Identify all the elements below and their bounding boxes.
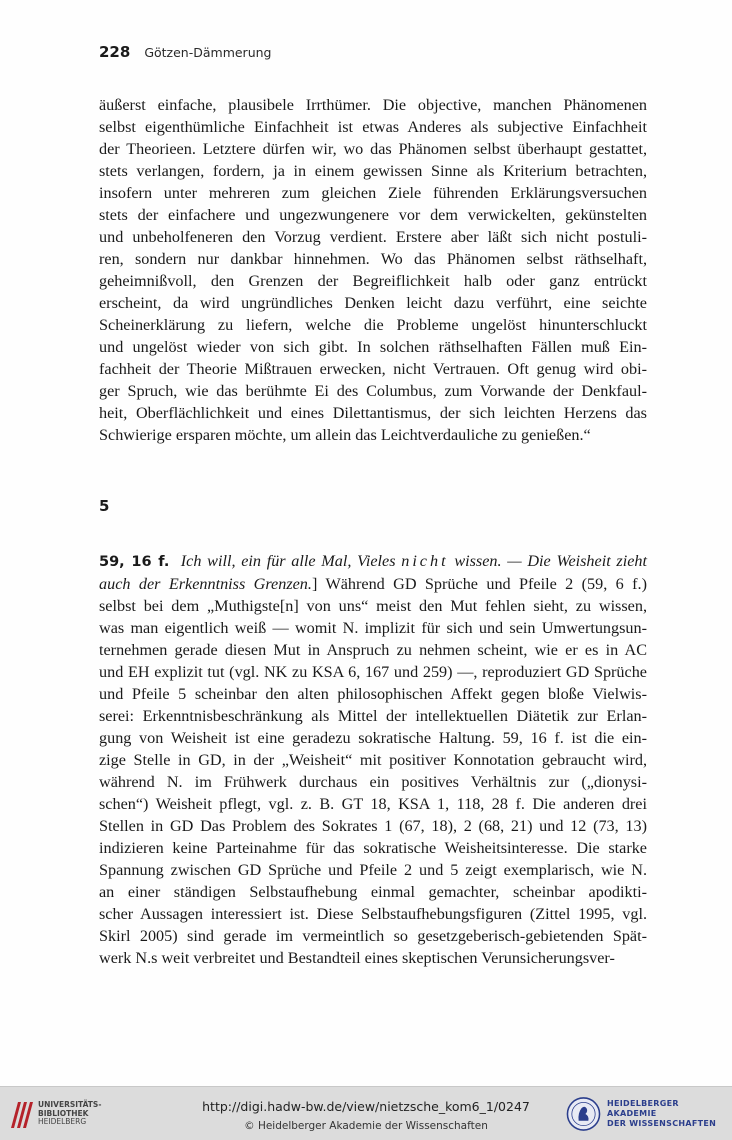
text-line: während N. im Frühwerk durchaus ein positives Verhältnis zur („dionysi-	[99, 773, 647, 791]
text-line: erscheint, da wird ungründliches Denken leicht dazu verführt, eine seichte	[99, 294, 647, 312]
text-line: und ungelöst wieder von sich gibt. In solchen räthselhaften Fällen muß Ein-	[99, 338, 647, 356]
text-line: stets verlangen, fordern, ja in einem gewissen Sinne als Kriterium betrachten,	[99, 162, 647, 180]
text-line: selbst bei dem „Muthigste[n] von uns“ meist den Mut fehlen sieht, zu wissen,	[99, 597, 647, 615]
text-line: Skirl 2005) sind gerade im vermeintlich so gesetzgeberisch-gebietenden Spät-	[99, 927, 647, 945]
section-number: 5	[99, 497, 110, 515]
text-line: gung von Weisheit ist eine geradezu sokratische Haltung. 59, 16 f. ist die ein-	[99, 729, 647, 747]
text-line: indizieren keine Parteinahme für das sokratische Weisheitsinteresse. Die starke	[99, 839, 647, 857]
source-url-link[interactable]: http://digi.hadw-bw.de/view/nietzsche_kom6_1/0247	[202, 1099, 530, 1114]
text-line: Schwierige ersparen möchte, um allein das Leichtverdauliche zu genießen.“	[99, 426, 591, 444]
text-line: ren, sondern nur dankbar hinnehmen. Wo das Phänomen selbst räthselhaft,	[99, 250, 647, 268]
page-number: 228	[99, 43, 131, 61]
ub-logo-line1: UNIVERSITÄTS-	[38, 1100, 102, 1110]
paragraph-commentary	[99, 550, 647, 969]
paragraph-quote	[99, 94, 647, 446]
commentary-line	[99, 550, 647, 573]
text-line: werk N.s weit verbreitet und Bestandteil eines skeptischen Verunsicherungsver-	[99, 949, 615, 967]
lemma-text: Ich will, ein für alle Mal, Vieles nicht wissen. — Die Weisheit zieht	[180, 552, 647, 570]
ub-logo-line2: BIBLIOTHEK	[38, 1108, 89, 1118]
lemma-spaced-word: nicht	[401, 552, 449, 570]
text-line: Stellen in GD Das Problem des Sokrates 1 (67, 18), 2 (68, 21) und 12 (73, 13)	[99, 817, 647, 835]
text-line: insofern unter mehreren zum gleichen Ziele führenden Erklärungsversuchen	[99, 184, 647, 202]
commentary-text: ] Während GD Sprüche und Pfeile 2 (59, 6 f.)	[311, 575, 647, 593]
text-line: zige Stelle in GD, in der „Weisheit“ mit positiver Konnotation gebraucht wird,	[99, 751, 647, 769]
lemma-reference: 59, 16 f.	[99, 554, 170, 570]
text-line: Scheinerklärung zu liefern, welche die Probleme ungelöst hinunterschluckt	[99, 316, 647, 334]
text-line: heit, Oberflächlichkeit und eines Dilettantismus, der sich leichten Herzens das	[99, 404, 647, 422]
lemma-text-cont: auch der Erkenntniss Grenzen.	[99, 575, 312, 593]
text-line: äußerst einfache, plausibele Irrthümer. Die objective, manchen Phänomenen	[99, 96, 647, 114]
text-line: und unbeholfeneren den Vorzug verdient. Erstere aber läßt sich nicht postuli-	[99, 228, 647, 246]
footer-bar	[0, 1086, 732, 1140]
text-line: und EH explizit tut (vgl. NK zu KSA 6, 167 und 259) —, reproduziert GD Sprüche	[99, 663, 647, 681]
text-line: an einer ständigen Selbstaufhebung einmal gemachter, scheinbar apodikti-	[99, 883, 647, 901]
text-line: der Theorieen. Letztere dürfen wir, wo das Phänomen selbst überhaupt gestattet,	[99, 140, 647, 158]
commentary-line	[99, 573, 647, 595]
text-line: ternehmen gerade diesen Mut in Anspruch zu nehmen scheint, wie er es in AC	[99, 641, 647, 659]
text-line: serei: Erkenntnisbeschränkung als Mittel der intellektuellen Diätetik zur Erlan-	[99, 707, 647, 725]
text-line: was man eigentlich weiß — womit N. implizit für sich und sein Umwertungsun-	[99, 619, 647, 637]
text-line: fachheit der Theorie Mißtrauen erwecken, nicht Vertrauen. Oft genug wird obi-	[99, 360, 647, 378]
page-header	[99, 43, 271, 65]
text-line: Spannung zwischen GD Sprüche und Pfeile 2 und 5 zeigt exemplarisch, wie N.	[99, 861, 647, 879]
text-line: ger Spruch, wie das berühmte Ei des Columbus, zum Vorwande der Denkfaul-	[99, 382, 647, 400]
ub-logo-line3: HEIDELBERG	[38, 1117, 87, 1127]
hadw-line2: DER WISSENSCHAFTEN	[607, 1119, 717, 1128]
running-title: Götzen-Dämmerung	[144, 45, 272, 60]
hadw-line1: HEIDELBERGER AKADEMIE	[607, 1099, 679, 1118]
text-line: und Pfeile 5 scheinbar den alten philosophischen Affekt gegen bloße Vielwis-	[99, 685, 647, 703]
text-line: stets der einfachere und ungezwungenere vor dem verwickelten, gekünstelten	[99, 206, 647, 224]
academy-seal-icon	[566, 1096, 601, 1132]
text-line: selbst eigenthümliche Einfachheit ist etwas Anderes als subjective Einfachheit	[99, 118, 647, 136]
text-line: schen“) Weisheit pflegt, vgl. z. B. GT 18, KSA 1, 118, 28 f. Die anderen drei	[99, 795, 647, 813]
copyright-notice: © Heidelberger Akademie der Wissenschaften	[244, 1120, 488, 1132]
text-line: scher Aussagen interessiert ist. Diese Selbstaufhebungsfiguren (Zittel 1995, vgl.	[99, 905, 647, 923]
text-line: geheimnißvoll, den Grenzen der Begreiflichkeit halb oder ganz entrückt	[99, 272, 647, 290]
hadw-logo[interactable]	[566, 1094, 728, 1134]
